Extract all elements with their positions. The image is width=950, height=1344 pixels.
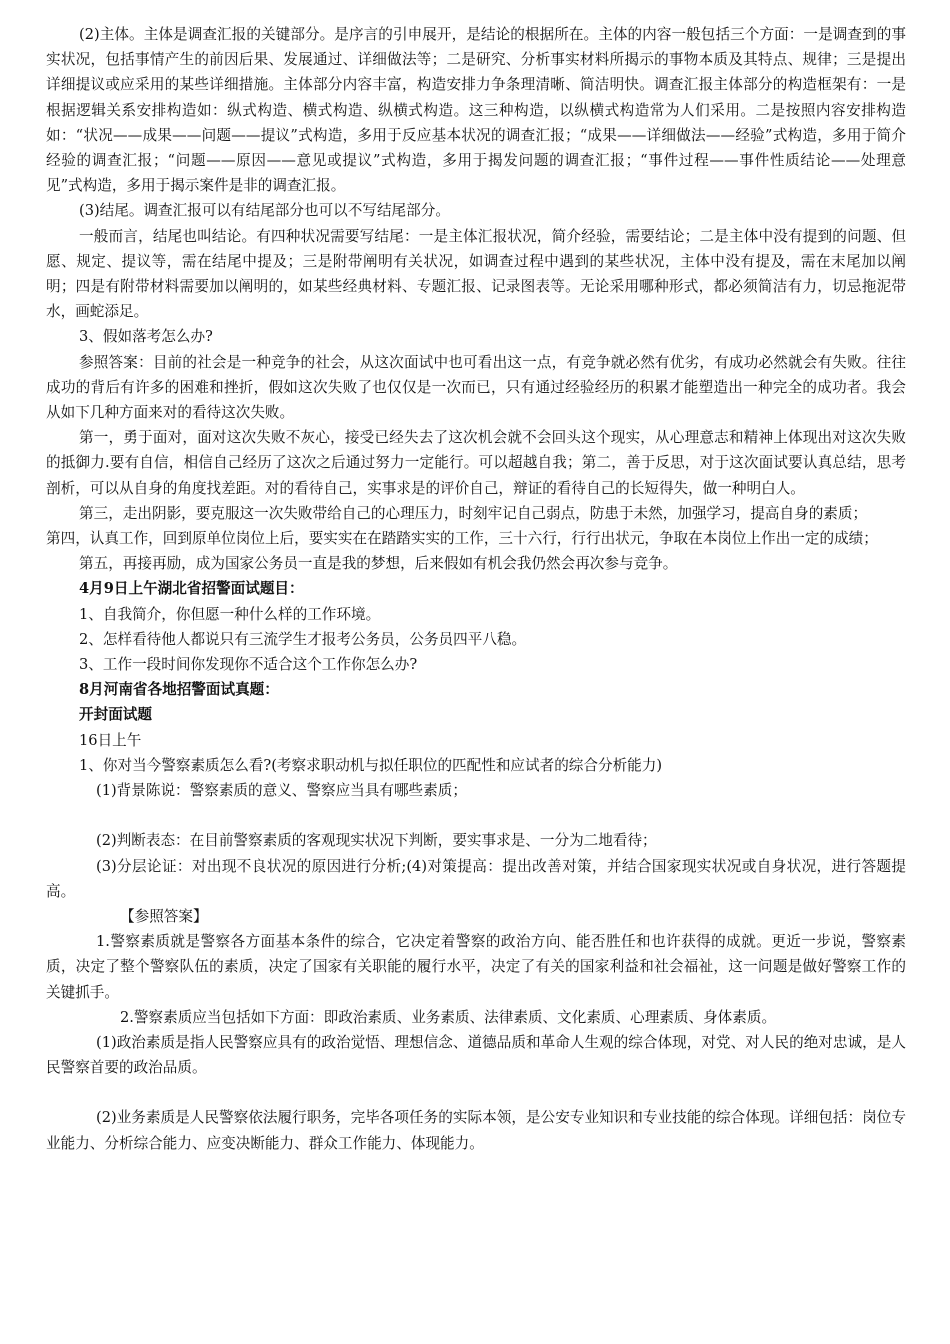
kaifeng-question-1: 1、你对当今警察素质怎么看?(考察求职动机与拟任职位的匹配性和应试者的综合分析能力) xyxy=(79,756,663,774)
analysis-step-2: (2)判断表态：在目前警察素质的客观现实状况下判断，要实事求是、一分为二地看待； xyxy=(96,832,657,850)
answer-point-2: 2.警察素质应当包括如下方面：即政治素质、业务素质、法律素质、文化素质、心理素质、身体素质。 xyxy=(120,1008,777,1026)
hubei-question-1: 1、自我简介，你但愿一种什么样的工作环境。 xyxy=(79,605,381,623)
answer-point-2-1: (1)政治素质是指人民警察应具有的政治觉悟、理想信念、道德品质和革命人生观的综合体现，对党、对人民的绝对忠诚，是人民警察首要的政治品质。 xyxy=(46,1033,906,1077)
point-fifth: 第五，再接再励，成为国家公务员一直是我的梦想，后来假如有机会我仍然会再次参与竞争。 xyxy=(79,555,678,573)
blank-line xyxy=(46,803,906,828)
hubei-question-2: 2、怎样看待他人都说只有三流学生才报考公务员，公务员四平八稳。 xyxy=(79,630,527,648)
analysis-step-3-4: (3)分层论证：对出现不良状况的原因进行分析;(4)对策提高：提出改善对策，并结合国家现实状况或自身状况，进行答题提高。 xyxy=(46,857,906,900)
section-heading-henan: 8月河南省各地招警面试真题： xyxy=(79,681,279,699)
question-3: 3、假如落考怎么办? xyxy=(79,328,213,346)
subheading-kaifeng: 开封面试题 xyxy=(79,706,152,724)
point-third: 第三，走出阴影，要克服这一次失败带给自己的心理压力，时刻牢记自己弱点，防患于未然，加强学习，提高自身的素质； xyxy=(79,504,868,522)
point-first-second: 第一，勇于面对，面对这次失败不灰心，接受已经失去了这次机会就不会回头这个现实，从心理意志和精神上体现出对这次失败的抵御力.要有自信，相信自己经历了这次之后通过努力一定能行。可以超越自我；第二，善于反思，对于这次面试要认真总结，思考剖析，可以从自身的角度找差距。对的看待自己，实事求是的评价自己，辩证的看待自己的长短得失，做一种明白人。 xyxy=(46,429,906,497)
paragraph-main-body: (2)主体。主体是调查汇报的关键部分。是序言的引申展开，是结论的根据所在。主体的内容一般包括三个方面：一是调查到的事实状况，包括事情产生的前因后果、发展通过、详细做法等；二是研究、分析事实材料所揭示的事物本质及其特点、规律；三是提出详细提议或应采用的某些详细措施。主体部分内容丰富，构造安排力争条理清晰、简洁明快。调查汇报主体部分的构造框架有：一是根据逻辑关系安排构造如：纵式构造、横式构造、纵横式构造。这三种构造，以纵横式构造常为人们采用。二是按照内容安排构造如：“状况——成果——问题——提议”式构造，多用于反应基本状况的调查汇报；“成果——详细做法——经验”式构造，多用于简介经验的调查汇报；“问题——原因——意见或提议”式构造，多用于揭发问题的调查汇报；“事件过程——事件性质结论——处理意见”式构造，多用于揭示案件是非的调查汇报。 xyxy=(46,26,906,195)
blank-line xyxy=(46,1080,906,1105)
date-line: 16日上午 xyxy=(79,731,142,749)
paragraph-ending-heading: (3)结尾。调查汇报可以有结尾部分也可以不写结尾部分。 xyxy=(79,202,450,220)
answer-point-1: 1.警察素质就是警察各方面基本条件的综合，它决定着警察的政治方向、能否胜任和也许获得的成就。更近一步说，警察素质，决定了整个警察队伍的素质，决定了国家有关职能的履行水平，决定了有关的国家利益和社会福祉，这一问题是做好警察工作的关键抓手。 xyxy=(46,933,906,1001)
reference-answer-heading: 【参照答案】 xyxy=(120,907,208,925)
analysis-step-1: (1)背景陈说：警察素质的意义、警察应当具有哪些素质； xyxy=(96,782,467,800)
hubei-question-3: 3、工作一段时间你发现你不适合这个工作你怎么办? xyxy=(79,656,418,674)
paragraph-ending-body: 一般而言，结尾也叫结论。有四种状况需要写结尾：一是主体汇报状况，简介经验，需要结论；二是主体中没有提到的问题、但愿、规定、提议等，需在结尾中提及；三是附带阐明有关状况，如调查过程中遇到的某些状况，主体中没有提及，需在末尾加以阐明；四是有附带材料需要加以阐明的，如某些经典材料、专题汇报、记录图表等。无论采用哪种形式，都必须简洁有力，切忌拖泥带水，画蛇添足。 xyxy=(46,227,906,321)
section-heading-hubei: 4月9日上午湖北省招警面试题目： xyxy=(79,580,304,598)
reference-answer: 参照答案：目前的社会是一种竞争的社会，从这次面试中也可看出这一点，有竞争就必然有优劣，有成功必然就会有失败。往往成功的背后有许多的困难和挫折，假如这次失败了也仅仅是一次而已，只有通过经验经历的积累才能塑造出一种完全的成功者。我会从如下几种方面来对的看待这次失败。 xyxy=(46,353,906,422)
answer-point-2-2: (2)业务素质是人民警察依法履行职务，完毕各项任务的实际本领，是公安专业知识和专业技能的综合体现。详细包括：岗位专业能力、分析综合能力、应变决断能力、群众工作能力、体现能力。 xyxy=(46,1109,906,1152)
point-fourth: 第四，认真工作，回到原单位岗位上后，要实实在在踏踏实实的工作，三十六行，行行出状元，争取在本岗位上作出一定的成绩； xyxy=(46,530,878,548)
